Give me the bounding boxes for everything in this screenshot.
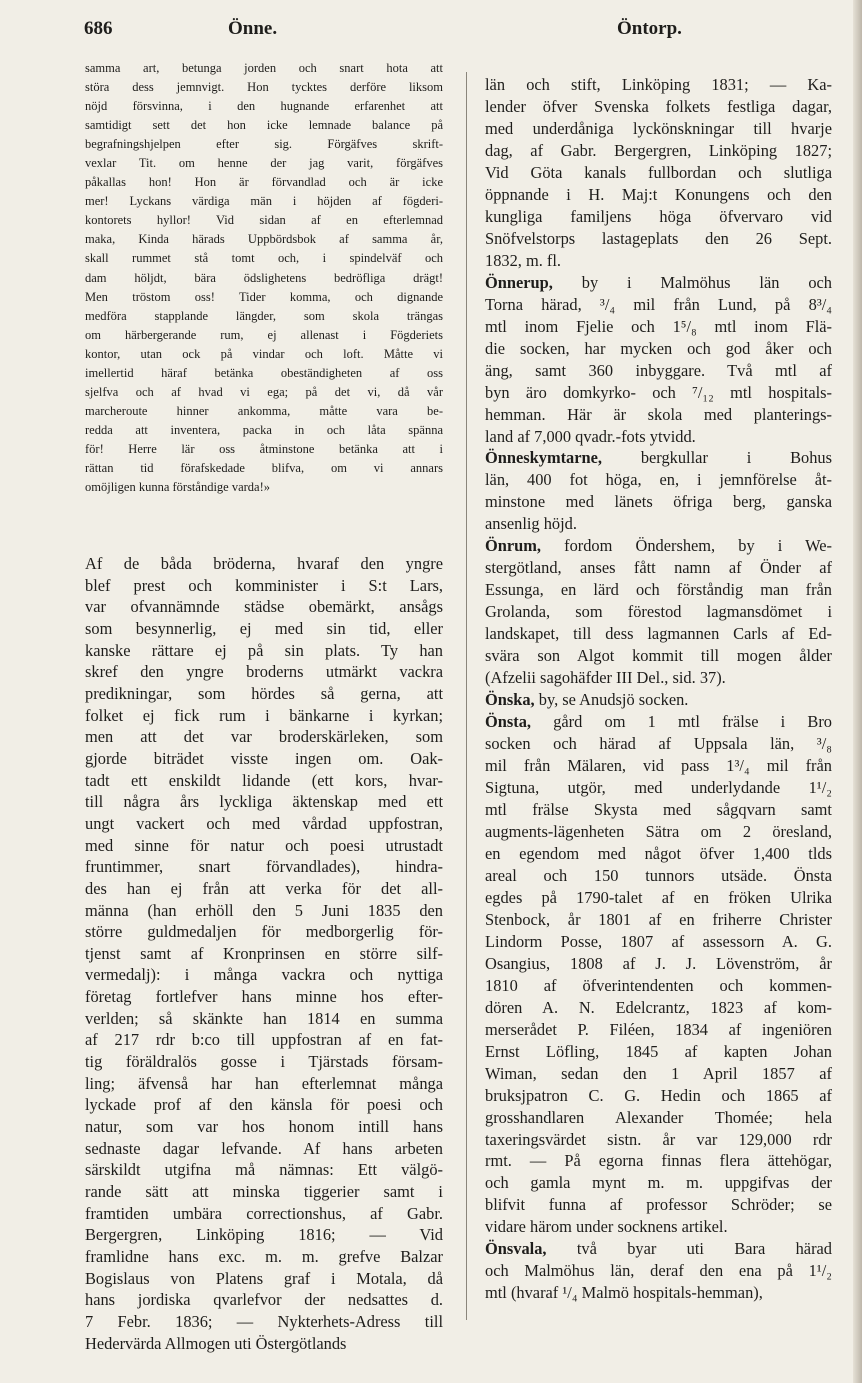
entry-text: Lindorm Posse, 1807 af assessorn A. G. bbox=[485, 931, 832, 951]
text-line bbox=[485, 1150, 832, 1172]
text-line bbox=[485, 909, 832, 931]
entry-headword: Önneskymtarne, bbox=[485, 448, 603, 468]
entry-text: bergkullar i Bohus bbox=[602, 448, 832, 468]
text-line: rande sätt att minska tiggerier samt i bbox=[85, 1182, 443, 1202]
entry-text: taxeringsvärdet sistn. år var 129,000 rdr bbox=[485, 1129, 832, 1149]
text-line: sednaste dagar lefvande. Af hans arbeten bbox=[85, 1138, 443, 1158]
text-line bbox=[485, 228, 832, 250]
entry-text: lender öfver Svenska folkets festliga dagar, bbox=[485, 96, 832, 116]
text-line: blef prest och komminister i S:t Lars, bbox=[85, 575, 443, 595]
text-line bbox=[485, 426, 832, 448]
text-line: Bogislaus von Platens graf i Motala, då bbox=[85, 1268, 443, 1288]
quote-line: dam höljdt, bära ödslighetens bedröfliga drägt! bbox=[85, 270, 443, 285]
text-line: 7 Febr. 1836; — Nykterhets-Adress till bbox=[85, 1311, 443, 1331]
text-line bbox=[485, 1282, 832, 1304]
entry-text: mtl frälse Skysta med sågqvarn samt bbox=[485, 799, 832, 819]
entry-text: två byar uti Bara härad bbox=[546, 1239, 832, 1259]
text-line: lyckade prof af den känsla för poesi och bbox=[85, 1095, 443, 1115]
text-line bbox=[485, 953, 832, 975]
entry-text: mtl (hvaraf ¹/₄ Malmö hospitals-hemman), bbox=[485, 1283, 763, 1303]
entry-headword: Önnerup, bbox=[485, 272, 553, 292]
text-line bbox=[485, 338, 832, 360]
quote-line: maka, Kinda härads Uppbördsbok af samma år, bbox=[85, 232, 443, 247]
entry-text: byn äro domkyrko- och ⁷/₁₂ mtl hospitals- bbox=[485, 382, 832, 402]
entry-text: grosshandlaren Alexander Thomée; hela bbox=[485, 1107, 832, 1127]
text-line bbox=[485, 1260, 832, 1282]
quote-line: marcheroute hinner ankomma, måtte vara be- bbox=[85, 403, 443, 418]
entry-text: Torna härad, ³/₄ mil från Lund, på 8³/₄ bbox=[485, 294, 832, 314]
quote-line: om härbergerande rum, ej allenast i Fögderiets bbox=[85, 327, 443, 342]
entry-text: augments-lägenheten Sätra om 2 öresland, bbox=[485, 821, 832, 841]
text-line bbox=[485, 623, 832, 645]
entry-text: Osangius, 1808 af J. J. Lövenström, år bbox=[485, 953, 832, 973]
entry-headword: Önska, bbox=[485, 690, 535, 710]
right-column bbox=[485, 74, 832, 1304]
text-line bbox=[485, 755, 832, 777]
text-line: Af de båda bröderna, hvaraf den yngre bbox=[85, 554, 443, 573]
entry-text: Stenbock, år 1801 af en friherre Christer bbox=[485, 909, 832, 929]
text-line bbox=[485, 96, 832, 118]
quote-line: samtidigt sett det hon icke lemnade balance på bbox=[85, 118, 443, 133]
text-line bbox=[485, 975, 832, 997]
entry-text: by i Malmöhus län och bbox=[552, 272, 832, 292]
guide-word-right: Öntorp. bbox=[617, 18, 682, 39]
text-line: af 217 rdr b:co till uppfostran af en fat- bbox=[85, 1030, 443, 1050]
text-line: framlidne hans exc. m. m. grefve Balzar bbox=[85, 1247, 443, 1266]
text-line bbox=[485, 579, 832, 601]
entry-text: hemman. Här är skola med planterings- bbox=[485, 404, 832, 424]
entry-text: dören A. N. Edelcrantz, 1823 af kom- bbox=[485, 997, 832, 1017]
entry-text: svära son Algot kommit till mogen ålder bbox=[485, 646, 832, 666]
text-line bbox=[485, 316, 832, 338]
text-line bbox=[485, 821, 832, 843]
entry-text: Ernst Löfling, 1845 af kapten Johan bbox=[485, 1041, 832, 1061]
entry-text: öppnande i H. Maj:t Konungens och den bbox=[485, 184, 832, 204]
text-line bbox=[485, 404, 832, 426]
text-line bbox=[485, 601, 832, 623]
entry-line bbox=[485, 535, 832, 557]
text-line: männa (han erhöll den 5 Juni 1835 den bbox=[85, 900, 443, 920]
entry-text: mtl inom Fjelie och 1⁵/₈ mtl inom Flä- bbox=[485, 316, 832, 336]
text-line: kanske rättare ej på sin plats. Ty han bbox=[85, 640, 443, 660]
entry-text: rmt. — På egorna finnas flera ättehögar, bbox=[485, 1151, 832, 1171]
entry-text: Snöfvelstorps lastageplats den 26 Sept. bbox=[485, 228, 832, 248]
quote-line: nöjd försvinna, i den hugnande erfarenhet att bbox=[85, 99, 443, 114]
text-line bbox=[485, 1216, 832, 1238]
entry-text: län, 400 fot höga, en, i jemnförelse åt- bbox=[485, 470, 832, 490]
text-line: men att det var broderskärleken, som bbox=[85, 727, 443, 747]
text-line: skref den yngre broderns utmärkt vackra bbox=[85, 662, 443, 682]
entry-text: 1810 af öfverintendenten och kommen- bbox=[485, 975, 832, 995]
quote-line: redda att inventera, packa in och låta spänna bbox=[85, 422, 443, 437]
text-line: Hedervärda Allmogen uti Östergötlands bbox=[85, 1333, 347, 1353]
entry-line bbox=[485, 689, 832, 711]
entry-text: och Malmöhus län, deraf den ena på 1¹/₂ bbox=[485, 1261, 832, 1281]
entry-text: Vid Göta kanals fullbordan och slutliga bbox=[485, 162, 832, 182]
text-line: tadt ett enskildt lidande (ett kors, hvar- bbox=[85, 770, 443, 790]
text-line bbox=[485, 1041, 832, 1063]
entry-text: en egendom med något öfver 1,400 tlds bbox=[485, 843, 832, 863]
entry-text: kungliga familjens höga öfvervaro vid bbox=[485, 206, 832, 226]
entry-text: Essunga, en lärd och förståndig man från bbox=[485, 580, 832, 600]
text-line bbox=[485, 733, 832, 755]
entry-line bbox=[485, 272, 832, 294]
entry-text: vidare härom under socknens artikel. bbox=[485, 1217, 728, 1237]
quote-line: störa dess jemnvigt. Hon tycktes derföre liksom bbox=[85, 80, 443, 95]
page-number: 686 bbox=[84, 18, 113, 39]
entry-text: by, se Anudsjö socken. bbox=[534, 690, 689, 710]
text-line: vermedalj): i många vackra och nyttiga bbox=[85, 965, 443, 985]
text-line bbox=[485, 250, 832, 272]
text-line: som besynnerlig, ej med sin tid, eller bbox=[85, 618, 443, 638]
entry-text: dag, af Gabr. Bergergren, Linköping 1827; bbox=[485, 140, 832, 160]
text-line: företag fortlefver hans minne hos efter- bbox=[85, 987, 443, 1007]
text-line bbox=[485, 206, 832, 228]
quote-block bbox=[85, 59, 443, 497]
text-line bbox=[485, 469, 832, 491]
text-line bbox=[485, 360, 832, 382]
text-line bbox=[485, 887, 832, 909]
entry-text: socken och härad af Uppsala län, ³/₈ bbox=[485, 734, 832, 754]
quote-line: medföra stapplande längder, som skola trängas bbox=[85, 308, 443, 323]
text-line bbox=[485, 865, 832, 887]
text-line: ungt vackert och med vårdad uppfostran, bbox=[85, 813, 443, 833]
quote-line: rättan tid förafskedade blifva, om vi annars bbox=[85, 460, 443, 475]
text-line: hans jordiska qvarlefvor der nedsattes d. bbox=[85, 1290, 443, 1310]
text-line bbox=[485, 74, 832, 96]
quote-line: imellertid häraf betänka obeständigheten af oss bbox=[85, 365, 443, 380]
text-line: fruntimmer, snart förvandlades), hindra- bbox=[85, 857, 443, 877]
entry-text: Sigtuna, utgör, med underlydande 1¹/₂ bbox=[485, 778, 832, 797]
entry-headword: Önsvala, bbox=[485, 1239, 547, 1259]
text-line: predikningar, som hördes så gerna, att bbox=[85, 683, 443, 703]
entry-text: fordom Öndershem, by i We- bbox=[541, 536, 832, 556]
guide-word-left: Önne. bbox=[228, 18, 278, 39]
text-line bbox=[485, 1107, 832, 1129]
entry-text: areal och 150 tunnors utsäde. Önsta bbox=[485, 865, 832, 885]
entry-text: blifvit funna af professor Schröder; se bbox=[485, 1195, 832, 1215]
entry-text: (Afzelii sagohäfder III Del., sid. 37). bbox=[485, 668, 726, 688]
text-line bbox=[485, 557, 832, 579]
entry-text: stergötland, anses fått namn af Önder af bbox=[485, 558, 832, 578]
text-line bbox=[485, 799, 832, 821]
entry-text: Wiman, sedan den 1 April 1857 af bbox=[485, 1063, 832, 1083]
text-line: särskildt utgifna må nämnas: Ett välgö- bbox=[85, 1160, 443, 1180]
text-line bbox=[485, 997, 832, 1019]
entry-text: och gamla mynt m. m. uppgifvas der bbox=[485, 1173, 832, 1193]
entry-line bbox=[485, 447, 832, 469]
text-line bbox=[485, 931, 832, 953]
text-line bbox=[485, 382, 832, 404]
text-line bbox=[485, 645, 832, 667]
text-line: Bergergren, Linköping 1816; — Vid bbox=[85, 1225, 443, 1245]
text-line: tig föräldralös gosse i Tjärstads försam- bbox=[85, 1052, 443, 1072]
text-line bbox=[485, 843, 832, 865]
entry-text: merserådet P. Filéen, 1834 af ingeniören bbox=[485, 1019, 832, 1039]
quote-line: kontor, utan ock på vindar och loft. Måtte vi bbox=[85, 346, 443, 361]
text-line: gjorde biträdet visste ingen om. Oak- bbox=[85, 748, 443, 768]
text-line bbox=[485, 491, 832, 513]
quote-line: vexlar Tit. om henne der jag varit, förgäfves bbox=[85, 156, 443, 171]
text-line: till några års lyckliga äktenskap med ett bbox=[85, 792, 443, 812]
entry-text: gård om 1 mtl frälse i Bro bbox=[531, 712, 832, 732]
entry-headword: Önsta, bbox=[485, 712, 531, 732]
quote-line: för! Herre lär oss åtminstone betänka att i bbox=[85, 441, 443, 456]
entry-text: bruksjpatron C. G. Hedin och 1865 af bbox=[485, 1085, 832, 1105]
entry-line bbox=[485, 711, 832, 733]
text-line bbox=[485, 1129, 832, 1151]
text-line: större guldmedaljen för medborgerlig för- bbox=[85, 922, 443, 942]
text-line bbox=[485, 294, 832, 316]
entry-text: med underdåniga lyckönskningar till hvarje bbox=[485, 118, 832, 138]
quote-line: skall rummet stå tomt och, i spindelväf och bbox=[85, 251, 443, 266]
entry-line bbox=[485, 1238, 832, 1260]
entry-text: land af 7,000 qvadr.-fots ytvidd. bbox=[485, 426, 696, 446]
quote-line: mer! Lyckans värdiga män i höjden af fögderi- bbox=[85, 194, 443, 209]
text-line bbox=[485, 1172, 832, 1194]
quote-line: påkallas hon! Hon är förvandlad och är icke bbox=[85, 175, 443, 190]
text-line: med sinne för natur och poesi utrustadt bbox=[85, 835, 443, 855]
text-line: verlden; så skänkte han 1814 en summa bbox=[85, 1008, 443, 1028]
text-line: framtiden umbära correctionshus, af Gabr. bbox=[85, 1203, 443, 1223]
entry-text: landskapet, till dess lagmannen Carls af Ed- bbox=[485, 624, 832, 644]
entry-text: die socken, har mycken och god åker och bbox=[485, 338, 832, 358]
quote-line: begrafningshjelpen efter sig. Förgäfves skrift- bbox=[85, 137, 443, 152]
quote-line: Men tröstom oss! Tider komma, och dignande bbox=[85, 289, 443, 304]
text-line bbox=[485, 118, 832, 140]
text-line: ling; äfvenså har han efterlemnat många bbox=[85, 1073, 443, 1093]
quote-line: samma art, betunga jorden och snart hota att bbox=[85, 61, 443, 75]
quote-line: kontorets hyllor! Vid sidan af en efterlemnad bbox=[85, 213, 443, 228]
text-line bbox=[485, 1085, 832, 1107]
text-line: natur, som var hos honom intill hans bbox=[85, 1117, 443, 1137]
entry-text: minstone med länets öfriga berg, ganska bbox=[485, 492, 832, 512]
quote-line: sjelfva och af hvad vi ega; på det vi, då vår bbox=[85, 384, 443, 399]
entry-text: län och stift, Linköping 1831; — Ka- bbox=[485, 75, 832, 94]
text-line bbox=[485, 513, 832, 535]
column-divider bbox=[466, 72, 467, 1320]
left-column bbox=[85, 553, 443, 1354]
text-line: var ofvannämnde städse obemärkt, ansågs bbox=[85, 597, 443, 617]
text-line bbox=[485, 184, 832, 206]
entry-text: äng, samt 360 inbyggare. Två mtl af bbox=[485, 360, 832, 380]
text-line: tjenst samt af Kronprinsen en större silf- bbox=[85, 943, 443, 963]
page-edge-shadow bbox=[853, 0, 862, 1383]
quote-line: omöjligen kunna förståndige varda!» bbox=[85, 480, 271, 495]
entry-text: ansenlig höjd. bbox=[485, 514, 577, 534]
entry-text: egdes på 1790-talet af en fröken Ulrika bbox=[485, 887, 832, 907]
text-line bbox=[485, 667, 832, 689]
text-line bbox=[485, 1063, 832, 1085]
text-line bbox=[485, 140, 832, 162]
text-line bbox=[485, 162, 832, 184]
entry-text: 1832, m. fl. bbox=[485, 250, 562, 270]
text-line bbox=[485, 777, 832, 799]
entry-headword: Önrum, bbox=[485, 536, 542, 556]
text-line bbox=[485, 1019, 832, 1041]
text-line: folket ej fick rum i bänkarne i kyrkan; bbox=[85, 705, 443, 725]
entry-text: mil från Mälaren, vid pass 1³/₄ mil från bbox=[485, 756, 832, 776]
text-line: des han ej från att verka för det all- bbox=[85, 878, 443, 898]
text-line bbox=[485, 1194, 832, 1216]
entry-text: Grolanda, som förestod lagmansdömet i bbox=[485, 602, 832, 622]
